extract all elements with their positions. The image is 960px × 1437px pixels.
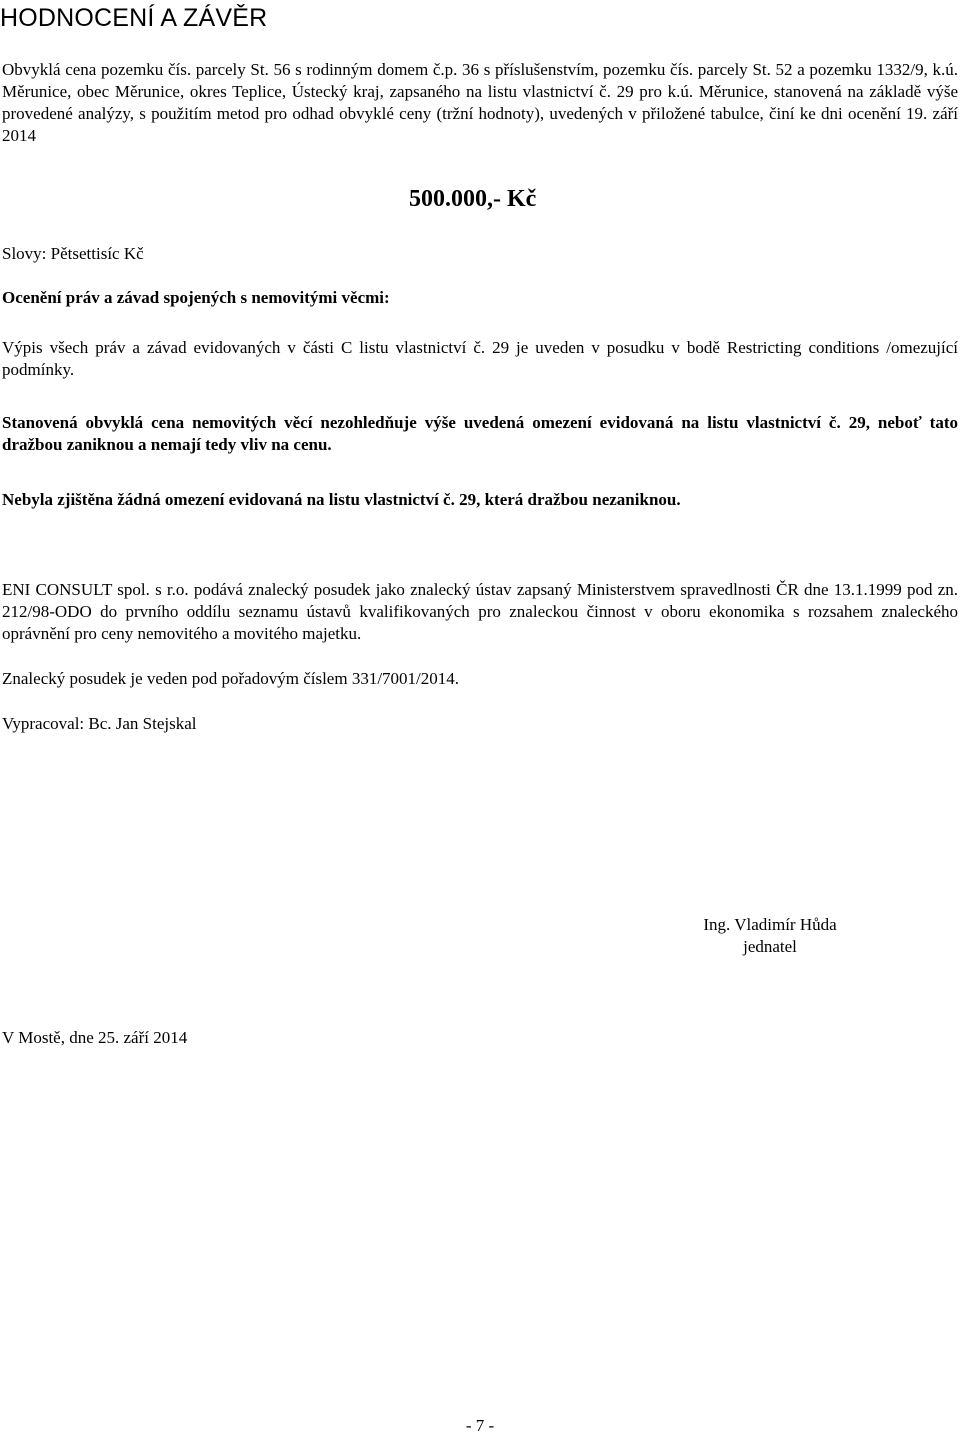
prepared-by: Vypracoval: Bc. Jan Stejskal [2,714,197,733]
no-encumbrances-note: Nebyla zjištěna žádná omezení evidovaná na listu vlastnictví č. 29, která dražbou nezaniknou. [2,490,681,509]
signature-block [694,914,846,958]
rights-paragraph: Výpis všech práv a závad evidovaných v části C listu vlastnictví č. 29 je uveden v posudku v bodě Restricting conditions /omezující podmínky. [2,338,958,379]
signer-role: jednatel [743,937,797,956]
valuation-paragraph: Obvyklá cena pozemku čís. parcely St. 56 s rodinným domem č.p. 36 s příslušenstvím, pozemku čís. parcely St. 52 a pozemku 1332/9, k.ú. Měrunice, obec Měrunice, okres Teplice, Ústecký kraj, zapsaného na listu vlastnictví č. 29 pro k.ú. Měrunice, stanovená na základě výše provedené analýzy, s použitím metod pro odhad obvyklé ceny (tržní hodnoty), uvedených v přiložené tabulce, činí ke dni ocenění 19. září 2014 [2,60,958,145]
encumbrances-note: Stanovená obvyklá cena nemovitých věcí nezohledňuje výše uvedená omezení evidovaná na listu vlastnictví č. 29, neboť tato dražbou zaniknou a nemají tedy vliv na cenu. [2,413,958,454]
page-heading: HODNOCENÍ A ZÁVĚR [0,4,268,32]
amount-in-words: Slovy: Pětsettisíc Kč [2,244,144,263]
valuation-amount: 500.000,- Kč [409,186,537,212]
page-number: - 7 - [465,1416,495,1435]
company-paragraph: ENI CONSULT spol. s r.o. podává znalecký posudek jako znalecký ústav zapsaný Ministerstvem spravedlnosti ČR dne 13.1.1999 pod zn. 212/98-ODO do prvního oddílu seznamu ústavů kvalifikovaných pro znaleckou činnost v oboru ekonomika s rozsahem znaleckého oprávnění pro ceny nemovitého a movitého majetku. [2,580,958,643]
register-line: Znalecký posudek je veden pod pořadovým číslem 331/7001/2014. [2,669,460,688]
rights-heading: Ocenění práv a závad spojených s nemovitými věcmi: [2,288,390,307]
signer-name: Ing. Vladimír Hůda [703,915,837,934]
place-date: V Mostě, dne 25. září 2014 [2,1028,188,1047]
